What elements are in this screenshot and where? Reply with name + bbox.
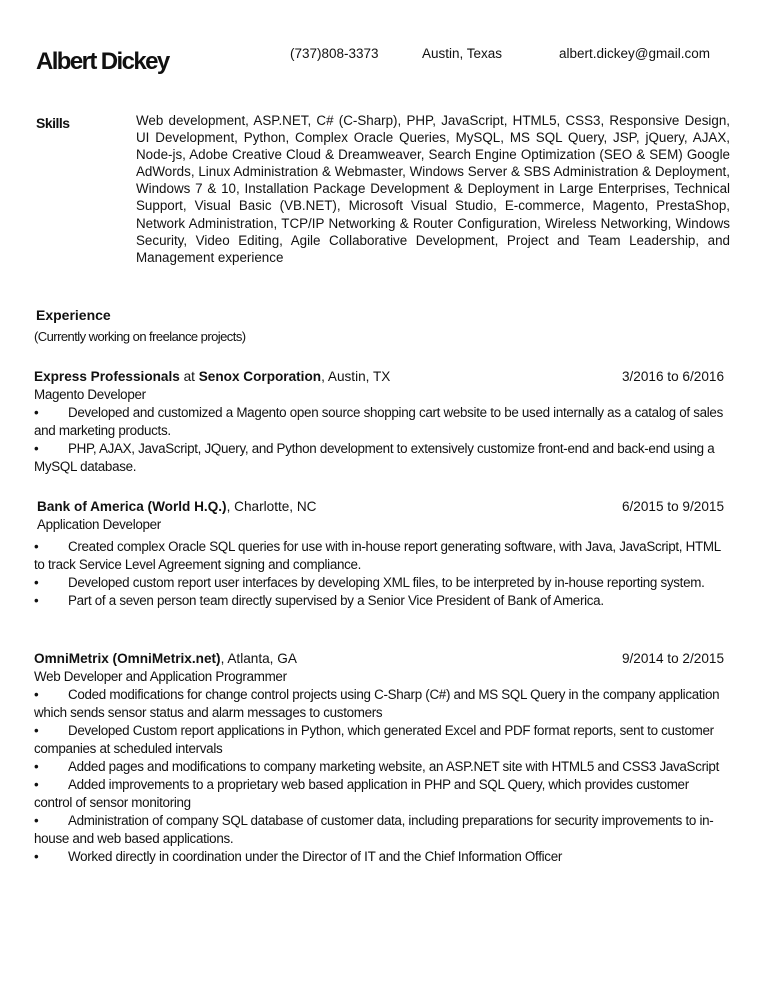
job-bullet [34,722,724,758]
bullet-text: Worked directly in coordination under the Director of IT and the Chief Information Officer [68,849,563,864]
bullet-icon: • [34,813,39,828]
contact-email: albert.dickey@gmail.com [559,46,711,61]
bullet-icon: • [34,687,39,702]
job-bullet [34,686,724,722]
bullet-icon: • [34,593,39,608]
job-bullet [34,812,724,848]
job-entry [37,498,724,534]
bullet-text: Developed Custom report applications in Python, which generated Excel and PDF format reports, sent to customer companies at scheduled intervals [34,723,714,756]
experience-note: (Currently working on freelance projects) [34,329,246,344]
job-bullet [34,848,724,866]
job-title-line [34,650,724,668]
job-entry [34,650,724,866]
job-bullet [34,776,724,812]
job-entry [34,368,724,476]
job-bullet [34,758,724,776]
bullet-text: Created complex Oracle SQL queries for use with in-house report generating software, with Java, JavaScript, HTML to track Service Level Agreement signing and compliance. [34,539,721,572]
job-title-line [37,498,724,516]
job-bullets [34,538,724,610]
job-company: Express Professionals [34,369,180,384]
job-role: Application Developer [37,517,161,532]
experience-heading: Experience [36,307,111,323]
bullet-text: Added improvements to a proprietary web based application in PHP and SQL Query, which provides customer control of sensor monitoring [34,777,689,810]
candidate-name: Albert Dickey [36,48,169,75]
job-role: Magento Developer [34,387,146,402]
job-connector: at [179,369,199,384]
contact-phone: (737)808-3373 [290,46,379,61]
bullet-icon: • [34,777,39,792]
bullet-text: Developed and customized a Magento open source shopping cart website to be used internally as a catalog of sales and marketing products. [34,405,723,438]
bullet-text: Developed custom report user interfaces by developing XML files, to be interpreted by in-house reporting system. [68,575,705,590]
bullet-icon: • [34,539,39,554]
job-location: , Austin, TX [321,369,391,384]
bullet-icon: • [34,575,39,590]
job-dates: 6/2015 to 9/2015 [621,499,724,514]
skills-text: Web development, ASP.NET, C# (C-Sharp), PHP, JavaScript, HTML5, CSS3, Responsive Design, UI Development, Python, Complex Oracle Queries, MySQL, MS SQL Query, JSP, jQuery, AJAX, Node-js, Adobe Creative Cloud & Dreamweaver, Search Engine Optimization (SEO & SEM) Google AdWords, Linux Administration & Webmaster, Windows Server & SBS Administration & Deployment, Windows 7 & 10, Installation Package Development & Deployment in Large Enterprises, Technical Support, Visual Basic (VB.NET), Microsoft Visual Studio, E-commerce, Magento, PrestaShop, Network Administration, TCP/IP Networking & Router Configuration, Wireless Networking, Windows Security, Video Editing, Agile Collaborative Development, Project and Team Leadership, and Management experience [136,113,730,265]
job-bullet [34,538,724,574]
job-company: OmniMetrix (OmniMetrix.net) [34,651,221,666]
bullet-icon: • [34,441,39,456]
bullet-text: Part of a seven person team directly supervised by a Senior Vice President of Bank of America. [68,593,604,608]
bullet-text: Added pages and modifications to company marketing website, an ASP.NET site with HTML5 and CSS3 JavaScript [68,759,719,774]
job-client: Senox Corporation [198,369,322,384]
job-dates: 9/2014 to 2/2015 [621,651,724,666]
bullet-text: Administration of company SQL database of customer data, including preparations for security improvements to in-house and web based applications. [34,813,714,846]
contact-location: Austin, Texas [422,46,503,61]
job-dates: 3/2016 to 6/2016 [621,369,724,384]
job-bullet [34,404,724,440]
job-company: Bank of America (World H.Q.) [37,499,227,514]
job-bullet [34,574,724,592]
job-location: , Atlanta, GA [220,651,297,666]
skills-label: Skills [36,115,70,131]
job-bullet [34,440,724,476]
job-title-line [34,368,724,386]
bullet-icon: • [34,723,39,738]
bullet-icon: • [34,849,39,864]
job-bullet [34,592,724,610]
bullet-text: Coded modifications for change control projects using C-Sharp (C#) and MS SQL Query in the company application which sends sensor status and alarm messages to customers [34,687,720,720]
bullet-icon: • [34,759,39,774]
bullet-icon: • [34,405,39,420]
bullet-text: PHP, AJAX, JavaScript, JQuery, and Python development to extensively customize front-end and back-end using a MySQL database. [34,441,715,474]
job-role: Web Developer and Application Programmer [34,669,287,684]
job-location: , Charlotte, NC [226,499,317,514]
